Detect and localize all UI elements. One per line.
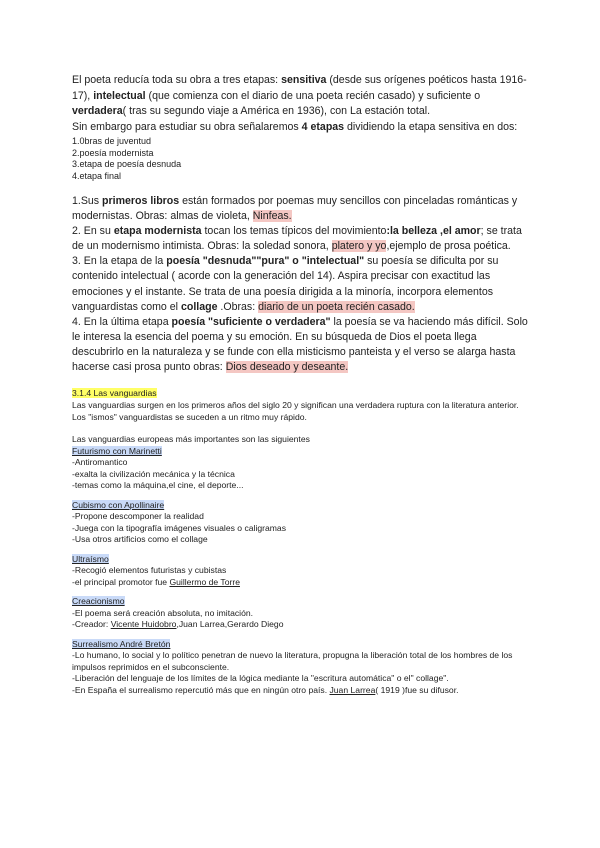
list-item: -exalta la civilización mecánica y la técnica (72, 468, 235, 479)
cubismo-block (72, 500, 528, 546)
ultraismo-heading: Ultraísmo (72, 553, 109, 564)
creacionismo-block (72, 596, 528, 631)
bold-text: primeros libros (102, 195, 180, 207)
intro-text: El poeta reducía toda su obra a tres etapas: (72, 74, 282, 86)
intro-text: dividiendo la etapa sensitiva en dos: (344, 120, 518, 133)
list-item: -Liberación del lenguaje de los límites de la lógica mediante la "escritura automática" o el" collage". (72, 673, 449, 684)
subheading (72, 639, 528, 651)
bold-text: collage (180, 300, 218, 313)
bold-text: poesía "suficiente o verdadera" (171, 315, 331, 328)
surrealismo-block (72, 639, 528, 697)
stages-list (72, 136, 528, 182)
list-item: -Juega con la tipografía imágenes visuales o caligramas (72, 522, 287, 533)
intro-text: Sin embargo para estudiar su obra señalaremos (72, 120, 302, 133)
intro-text: (desde sus orígenes poéticos hasta 1916-17), (72, 74, 527, 102)
list-item (72, 577, 528, 589)
text: ( 1919 )fue su difusor. (375, 684, 459, 695)
list-item: -El poema será creación absoluta, no imitación. (72, 607, 254, 618)
text: 2. En su (72, 225, 114, 238)
document-page (72, 73, 528, 696)
text: -Creador: (72, 619, 111, 630)
stages-detail (72, 194, 528, 375)
list-item: 3.etapa de poesía desnuda (72, 159, 182, 169)
stage-1-paragraph (72, 194, 528, 224)
ultraismo-block (72, 554, 528, 589)
stage-4-paragraph (72, 315, 528, 375)
author-link[interactable]: Vicente Huidobro (110, 619, 177, 630)
list-item: 1.0bras de juventud (72, 136, 152, 146)
four-stages: 4 etapas (301, 120, 345, 133)
creacionismo-heading: Creacionismo (72, 596, 125, 607)
subheading (72, 500, 528, 512)
text: tocan los temas típicos del movimiento (201, 225, 387, 238)
text: .Obras: (217, 300, 259, 313)
text: están formados por poemas muy sencillos con pinceladas románticas y modernistas. Obras: almas de violeta, (72, 195, 518, 223)
section-heading (72, 387, 528, 399)
text: -el principal promotor fue (72, 576, 170, 587)
stage-3-paragraph (72, 254, 528, 314)
stage-intelectual: intelectual (93, 89, 146, 102)
futurismo-block (72, 446, 528, 492)
highlighted-work: Ninfeas. (252, 210, 292, 223)
list-item: -Recogió elementos futuristas y cubistas (72, 565, 227, 576)
subheading (72, 554, 528, 566)
text: ,ejemplo de prosa poética. (386, 240, 511, 253)
highlighted-work: diario de un poeta recién casado. (258, 300, 415, 313)
text: ,Juan Larrea,Gerardo Diego (176, 619, 284, 630)
list-item: 2.poesía modernista (72, 147, 154, 158)
vanguardias-lead: Las vanguardias europeas más importantes son las siguientes (72, 434, 310, 445)
text: ; se trata de un modernismo intimista. Obras: la soledad sonora, (72, 225, 522, 253)
list-item: -Propone descomponer la realidad (72, 511, 204, 522)
list-item: -Antiromantico (72, 457, 128, 468)
bold-text: :la belleza ,el amor (386, 225, 481, 238)
author-link[interactable]: Guillermo de Torre (169, 576, 240, 587)
highlighted-work: Dios deseado y deseante. (225, 361, 349, 374)
intro-text: (que comienza con el diario de una poeta recién casado) y suficiente o (145, 89, 481, 102)
list-item: -temas como la máquina,el cine, el deporte... (72, 480, 244, 491)
author-link[interactable]: Juan Larrea (329, 684, 376, 695)
cubismo-heading: Cubismo con Apollinaire (72, 499, 165, 510)
intro-paragraph (72, 73, 528, 120)
stage-2-paragraph (72, 224, 528, 254)
list-item (72, 685, 528, 697)
text: la poesía se va haciendo más difícil. Solo le interesa la esencia del poema y su emoción. En su búsqueda de Dios el poeta llega descubrirlo en la naturaleza y se funde con ella misticismo panteista y el verso se alarga hasta hacerse casi prosa punto obras: (72, 315, 528, 374)
text: 3. En la etapa de la (72, 255, 167, 268)
vanguardias-intro: Las vanguardias surgen en los primeros años del siglo 20 y significan una verdadera ruptura con la literatura anterior. Los "ismos" vanguardistas se suceden a un ritmo muy rápido. (72, 400, 519, 422)
stage-sensitiva: sensitiva (281, 74, 327, 86)
text: -En España el surrealismo repercutió más que en ningún otro país. (72, 684, 330, 695)
text: 4. En la última etapa (72, 315, 172, 328)
text: 1.Sus (72, 195, 103, 207)
surrealismo-heading: Surrealismo André Bretón (72, 638, 171, 649)
highlighted-work: platero y yo (331, 240, 387, 253)
list-item: 4.etapa final (72, 170, 122, 181)
list-item (72, 619, 528, 631)
list-item: -Lo humano, lo social y lo político penetran de nuevo la literatura, propugna la liberación total de los hombres de los impulsos reprimidos en el subconsciente. (72, 650, 513, 672)
list-item: -Usa otros artificios como el collage (72, 534, 208, 545)
intro-text: ( tras su segundo viaje a América en 1936), con La estación total. (122, 105, 431, 117)
bold-text: poesía "desnuda""pura" o "intelectual" (166, 255, 365, 268)
bold-text: etapa modernista (113, 225, 202, 238)
futurismo-heading: Futurismo con Marinetti (72, 445, 162, 456)
section-title: 3.1.4 Las vanguardias (72, 388, 157, 399)
intro-paragraph-2 (72, 120, 528, 136)
stage-verdadera: verdadera (72, 105, 123, 117)
subheading (72, 446, 528, 458)
text: su poesía se dificulta por su contenido intelectual ( acorde con la generación del 14). Aspira precisar con exactitud las emociones y el instante. Se trata de una poesía dirigida a la minoría, incorpora elementos vanguardistas como el (72, 255, 499, 313)
subheading (72, 596, 528, 608)
